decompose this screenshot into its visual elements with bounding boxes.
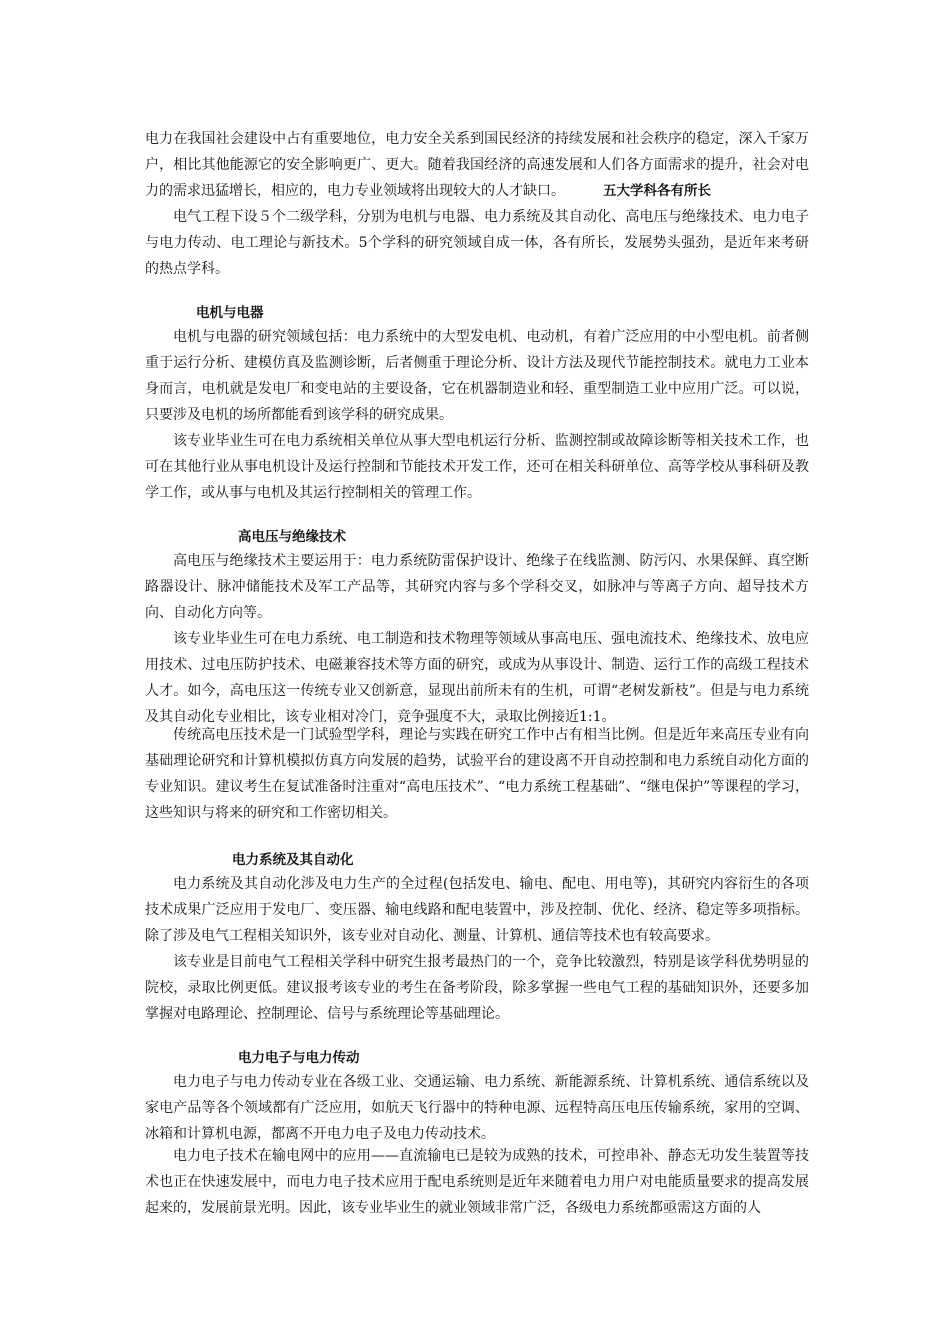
section-heading-power-systems: 电力系统及其自动化 <box>232 852 354 868</box>
section-paragraph: 电力电子与电力传动专业在各级工业、交通运输、电力系统、新能源系统、计算机系统、通信系统以及家电产品等各个领域都有广泛应用，如航天飞行器中的特种电源、远程特高压电压传输系统，家用的空调、冰箱和计算机电源，都离不开电力电子及电力传动技术。 <box>145 1074 809 1142</box>
section-paragraph: 电力系统及其自动化涉及电力生产的全过程(包括发电、输电、配电、用电等)，其研究内容衍生的各项技术成果广泛应用于发电厂、变压器、输电线路和配电装置中，涉及控制、优化、经济、稳定等多项指标。除了涉及电气工程相关知识外，该专业对自动化、测量、计算机、通信等技术也有较高要求。 <box>145 876 809 944</box>
intro-paragraph <box>145 126 809 204</box>
intro-text: 电力在我国社会建设中占有重要地位，电力安全关系到国民经济的持续发展和社会秩序的稳定，深入千家万户，相比其他能源它的安全影响更广、更大。随着我国经济的高速发展和人们各方面需求的提升，社会对电力的需求迅猛增长，相应的，电力专业领域将出现较大的人才缺口。 <box>145 131 809 199</box>
section-paragraph: 该专业是目前电气工程相关学科中研究生报考最热门的一个，竞争比较激烈，特别是该学科优势明显的院校，录取比例更低。建议报考该专业的考生在备考阶段，除多掌握一些电气工程的基础知识外，还要多加掌握对电路理论、控制理论、信号与系统理论等基础理论。 <box>145 954 809 1022</box>
section-heading-motors: 电机与电器 <box>196 305 264 321</box>
section-paragraph: 传统高电压技术是一门试验型学科，理论与实践在研究工作中占有相当比例。但是近年来高压专业有向基础理论研究和计算机模拟仿真方向发展的趋势，试验平台的建设离不开自动控制和电力系统自动化方面的专业知识。建议考生在复试准备时注重对“高电压技术”、“电力系统工程基础”、“继电保护”等课程的学习，这些知识与将来的研究和工作密切相关。 <box>145 727 809 821</box>
overview-paragraph: 电气工程下设５个二级学科，分别为电机与电器、电力系统及其自动化、高电压与绝缘技术、电力电子与电力传动、电工理论与新技术。5个学科的研究领域自成一体，各有所长，发展势头强劲，是近年来考研的热点学科。 <box>145 209 809 277</box>
section-heading-high-voltage: 高电压与绝缘技术 <box>238 529 346 545</box>
section-paragraph: 该专业毕业生可在电力系统相关单位从事大型电机运行分析、监测控制或故障诊断等相关技术工作，也可在其他行业从事电机设计及运行控制和节能技术开发工作，还可在相关科研单位、高等学校从事科研及教学工作，或从事与电机及其运行控制相关的管理工作。 <box>145 433 809 501</box>
section-paragraph: 电力电子技术在输电网中的应用——直流输电已是较为成熟的技术，可控串补、静态无功发生装置等技术也正在快速发展中，而电力电子技术应用于配电系统则是近年来随着电力用户对电能质量要求的提高发展起来的，发展前景光明。因此，该专业毕业生的就业领域非常广泛，各级电力系统都亟需这方面的人 <box>145 1148 809 1216</box>
section-paragraph: 该专业毕业生可在电力系统、电工制造和技术物理等领域从事高电压、强电流技术、绝缘技术、放电应用技术、过电压防护技术、电磁兼容技术等方面的研究，或成为从事设计、制造、运行工作的高级工程技术人才。如今，高电压这一传统专业又创新意，显现出前所未有的生机，可谓“老树发新枝”。但是与电力系统及其自动化专业相比，该专业相对冷门，竞争强度不大，录取比例接近1:1。 <box>145 631 809 725</box>
section-paragraph: 电机与电器的研究领域包括：电力系统中的大型发电机、电动机，有着广泛应用的中小型电机。前者侧重于运行分析、建模仿真及监测诊断，后者侧重于理论分析、设计方法及现代节能控制技术。就电力工业本身而言，电机就是发电厂和变电站的主要设备，它在机器制造业和轻、重型制造工业中应用广泛。可以说，只要涉及电机的场所都能看到该学科的研究成果。 <box>145 329 809 423</box>
subject-overview-heading: 五大学科各有所长 <box>603 183 711 199</box>
section-heading-power-electronics: 电力电子与电力传动 <box>238 1050 360 1066</box>
section-paragraph: 高电压与绝缘技术主要运用于：电力系统防雷保护设计、绝缘子在线监测、防污闪、水果保鲜、真空断路器设计、脉冲储能技术及军工产品等，其研究内容与多个学科交叉，如脉冲与等离子方向、超导技术方向、自动化方向等。 <box>145 553 809 621</box>
